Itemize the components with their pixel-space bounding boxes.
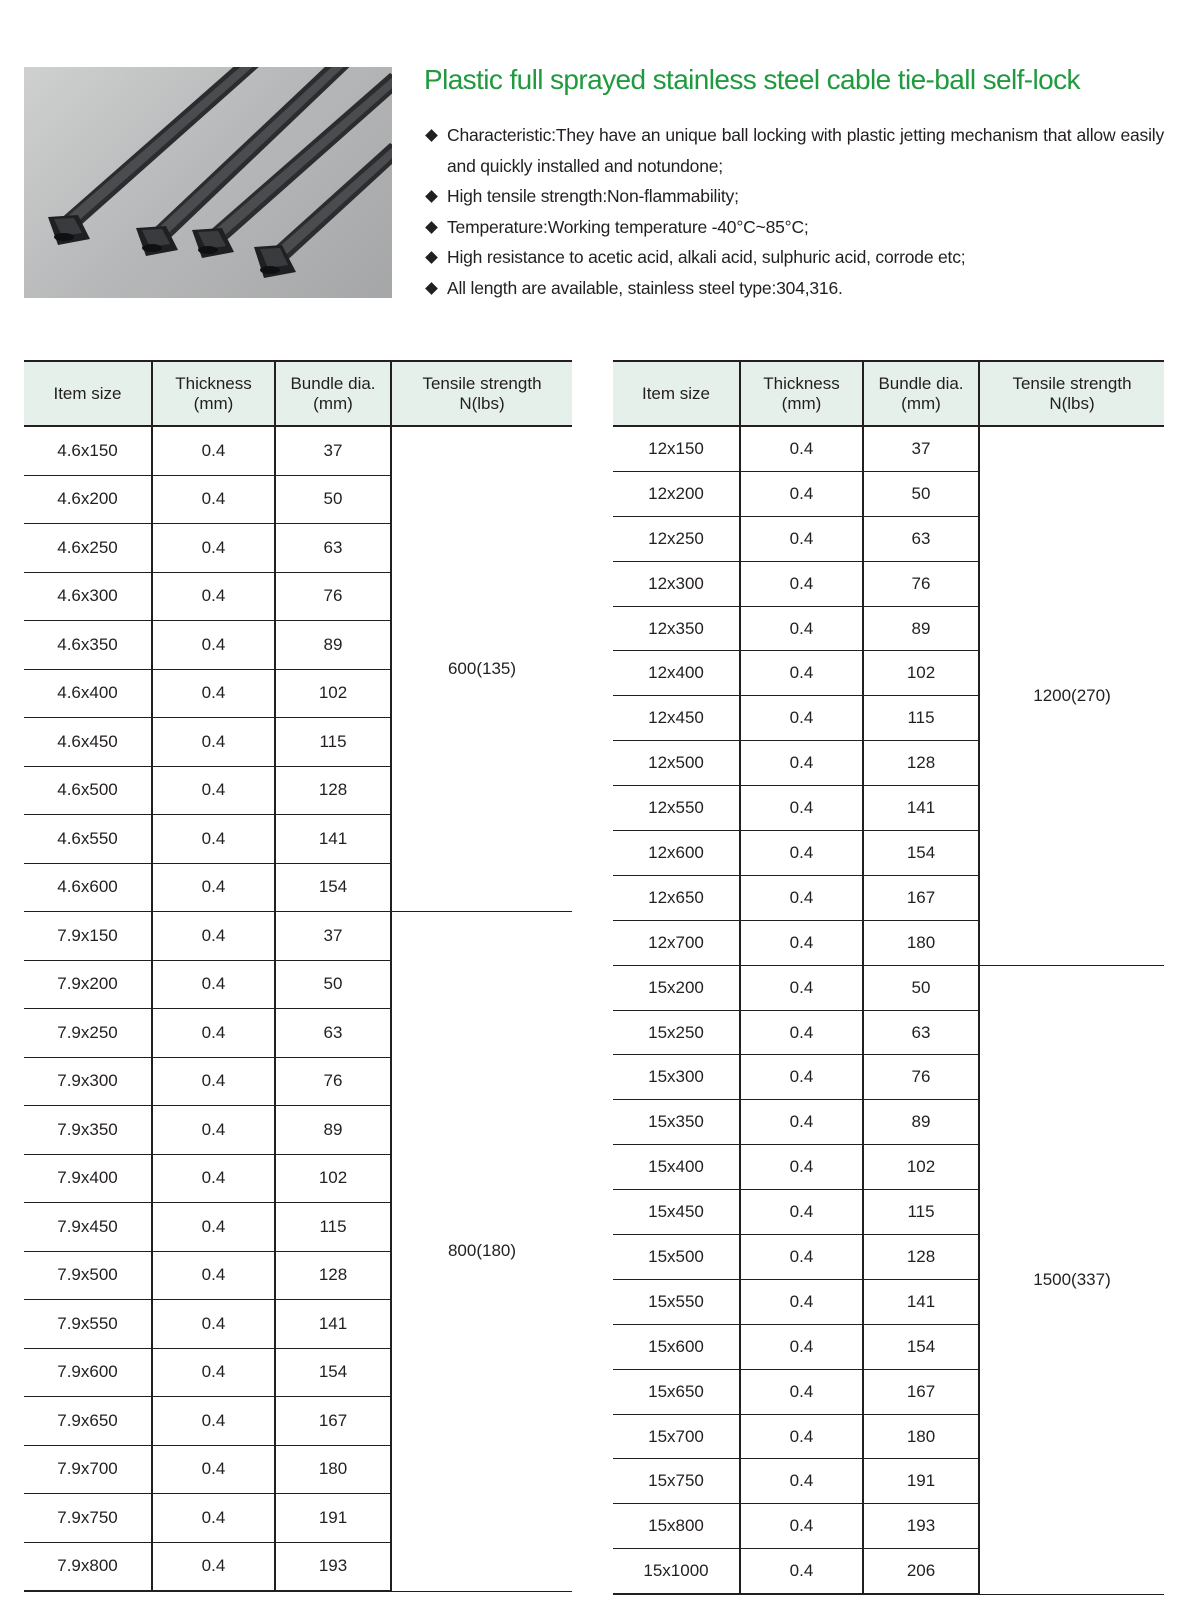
bundle-dia-cell: 37 [863,426,979,471]
thickness-cell: 0.4 [152,1154,275,1203]
bundle-dia-cell: 128 [863,741,979,786]
thickness-cell: 0.4 [740,1459,863,1504]
item-size-cell: 15x600 [613,1324,740,1369]
item-size-cell: 15x800 [613,1504,740,1549]
bundle-dia-cell: 50 [275,960,391,1009]
bundle-dia-cell: 115 [863,1190,979,1235]
product-photo [24,67,392,298]
thickness-cell: 0.4 [152,815,275,864]
bundle-dia-cell: 191 [863,1459,979,1504]
bundle-dia-cell: 154 [863,1324,979,1369]
bundle-dia-cell: 63 [275,1009,391,1058]
table-header-row [613,361,1164,426]
bundle-dia-cell: 128 [863,1235,979,1280]
thickness-cell: 0.4 [740,786,863,831]
bundle-dia-cell: 115 [275,1203,391,1252]
thickness-cell: 0.4 [740,1055,863,1100]
spec-table-right [613,360,1164,1595]
item-size-cell: 15x200 [613,965,740,1010]
thickness-cell: 0.4 [152,1348,275,1397]
thickness-cell: 0.4 [152,1300,275,1349]
item-size-cell: 7.9x300 [24,1057,152,1106]
tensile-strength-cell: 800(180) [391,912,572,1592]
thickness-cell: 0.4 [152,1203,275,1252]
bundle-dia-cell: 180 [863,920,979,965]
feature-item [424,120,1164,181]
item-size-cell: 15x300 [613,1055,740,1100]
thickness-cell: 0.4 [152,863,275,912]
item-size-cell: 15x400 [613,1145,740,1190]
bundle-dia-cell: 154 [275,863,391,912]
thickness-cell: 0.4 [152,1445,275,1494]
cable-tie-2 [136,67,360,256]
column-header-tensile-strength: Tensile strength N(lbs) [391,361,572,426]
item-size-cell: 15x350 [613,1100,740,1145]
item-size-cell: 4.6x250 [24,524,152,573]
item-size-cell: 4.6x550 [24,815,152,864]
bundle-dia-cell: 167 [275,1397,391,1446]
item-size-cell: 7.9x650 [24,1397,152,1446]
item-size-cell: 15x250 [613,1010,740,1055]
bundle-dia-cell: 206 [863,1549,979,1594]
thickness-cell: 0.4 [740,1549,863,1594]
diamond-bullet-icon [425,282,438,295]
feature-text: Temperature:Working temperature -40°C~85°C; [447,216,809,237]
item-size-cell: 7.9x400 [24,1154,152,1203]
item-size-cell: 7.9x800 [24,1542,152,1591]
column-header-bundle-dia: Bundle dia. (mm) [863,361,979,426]
bundle-dia-cell: 63 [863,1010,979,1055]
item-size-cell: 15x550 [613,1279,740,1324]
bundle-dia-cell: 193 [275,1542,391,1591]
item-size-cell: 4.6x150 [24,426,152,475]
column-header-bundle-dia: Bundle dia. (mm) [275,361,391,426]
item-size-cell: 12x300 [613,561,740,606]
tensile-strength-cell: 1200(270) [979,426,1164,965]
item-size-cell: 7.9x350 [24,1106,152,1155]
item-size-cell: 4.6x300 [24,572,152,621]
thickness-cell: 0.4 [740,831,863,876]
bundle-dia-cell: 128 [275,1251,391,1300]
thickness-cell: 0.4 [740,561,863,606]
thickness-cell: 0.4 [740,1235,863,1280]
feature-item [424,273,1164,304]
feature-text: High tensile strength:Non-flammability; [447,186,739,207]
item-size-cell: 7.9x150 [24,912,152,961]
thickness-cell: 0.4 [152,1106,275,1155]
thickness-cell: 0.4 [152,718,275,767]
thickness-cell: 0.4 [152,1009,275,1058]
thickness-cell: 0.4 [740,1369,863,1414]
item-size-cell: 12x700 [613,920,740,965]
thickness-cell: 0.4 [740,965,863,1010]
column-header-thickness: Thickness (mm) [740,361,863,426]
thickness-cell: 0.4 [740,696,863,741]
feature-item [424,181,1164,212]
thickness-cell: 0.4 [740,1100,863,1145]
item-size-cell: 7.9x200 [24,960,152,1009]
item-size-cell: 15x500 [613,1235,740,1280]
thickness-cell: 0.4 [740,920,863,965]
item-size-cell: 12x550 [613,786,740,831]
table-row [24,912,572,961]
feature-text: High resistance to acetic acid, alkali acid, sulphuric acid, corrode etc; [447,247,966,268]
column-header-tensile-strength: Tensile strength N(lbs) [979,361,1164,426]
bundle-dia-cell: 76 [275,1057,391,1106]
thickness-cell: 0.4 [152,524,275,573]
bundle-dia-cell: 89 [863,1100,979,1145]
table-row [613,965,1164,1010]
bundle-dia-cell: 102 [863,1145,979,1190]
thickness-cell: 0.4 [152,1251,275,1300]
bundle-dia-cell: 141 [275,1300,391,1349]
item-size-cell: 12x150 [613,426,740,471]
thickness-cell: 0.4 [152,572,275,621]
diamond-bullet-icon [425,129,438,142]
bundle-dia-cell: 50 [863,471,979,516]
thickness-cell: 0.4 [152,669,275,718]
bundle-dia-cell: 167 [863,1369,979,1414]
thickness-cell: 0.4 [152,426,275,475]
thickness-cell: 0.4 [152,912,275,961]
tensile-strength-cell: 1500(337) [979,965,1164,1594]
feature-item [424,212,1164,243]
table-header-row [24,361,572,426]
bundle-dia-cell: 128 [275,766,391,815]
item-size-cell: 4.6x600 [24,863,152,912]
thickness-cell: 0.4 [152,766,275,815]
bundle-dia-cell: 115 [275,718,391,767]
bundle-dia-cell: 141 [863,786,979,831]
bundle-dia-cell: 89 [863,606,979,651]
diamond-bullet-icon [425,252,438,265]
bundle-dia-cell: 89 [275,621,391,670]
bundle-dia-cell: 102 [275,1154,391,1203]
spec-table-left [24,360,572,1592]
item-size-cell: 7.9x750 [24,1494,152,1543]
bundle-dia-cell: 141 [275,815,391,864]
item-size-cell: 7.9x700 [24,1445,152,1494]
bundle-dia-cell: 180 [275,1445,391,1494]
diamond-bullet-icon [425,190,438,203]
item-size-cell: 4.6x450 [24,718,152,767]
thickness-cell: 0.4 [740,471,863,516]
bundle-dia-cell: 50 [863,965,979,1010]
bundle-dia-cell: 37 [275,912,391,961]
item-size-cell: 7.9x550 [24,1300,152,1349]
thickness-cell: 0.4 [740,1145,863,1190]
bundle-dia-cell: 37 [275,426,391,475]
table-row [24,426,572,475]
feature-list [424,120,1164,304]
thickness-cell: 0.4 [152,1494,275,1543]
bundle-dia-cell: 154 [863,831,979,876]
thickness-cell: 0.4 [740,606,863,651]
bundle-dia-cell: 180 [863,1414,979,1459]
item-size-cell: 12x500 [613,741,740,786]
item-size-cell: 4.6x200 [24,475,152,524]
item-size-cell: 12x350 [613,606,740,651]
bundle-dia-cell: 63 [275,524,391,573]
thickness-cell: 0.4 [740,1504,863,1549]
item-size-cell: 7.9x500 [24,1251,152,1300]
item-size-cell: 4.6x500 [24,766,152,815]
item-size-cell: 7.9x600 [24,1348,152,1397]
item-size-cell: 12x450 [613,696,740,741]
thickness-cell: 0.4 [740,516,863,561]
bundle-dia-cell: 193 [863,1504,979,1549]
thickness-cell: 0.4 [740,426,863,471]
feature-text: All length are available, stainless steel type:304,316. [447,277,843,298]
bundle-dia-cell: 76 [863,561,979,606]
item-size-cell: 12x250 [613,516,740,561]
thickness-cell: 0.4 [740,1324,863,1369]
column-header-item-size: Item size [613,361,740,426]
cable-ties-illustration [24,67,392,298]
spec-table-left-body [24,426,572,1591]
item-size-cell: 4.6x400 [24,669,152,718]
thickness-cell: 0.4 [740,875,863,920]
bundle-dia-cell: 50 [275,475,391,524]
item-size-cell: 12x600 [613,831,740,876]
bundle-dia-cell: 141 [863,1279,979,1324]
bundle-dia-cell: 76 [863,1055,979,1100]
bundle-dia-cell: 76 [275,572,391,621]
thickness-cell: 0.4 [740,1010,863,1055]
item-size-cell: 7.9x450 [24,1203,152,1252]
item-size-cell: 15x700 [613,1414,740,1459]
thickness-cell: 0.4 [152,1057,275,1106]
item-size-cell: 15x450 [613,1190,740,1235]
item-size-cell: 4.6x350 [24,621,152,670]
bundle-dia-cell: 102 [275,669,391,718]
thickness-cell: 0.4 [152,960,275,1009]
item-size-cell: 15x650 [613,1369,740,1414]
bundle-dia-cell: 89 [275,1106,391,1155]
bundle-dia-cell: 154 [275,1348,391,1397]
bundle-dia-cell: 115 [863,696,979,741]
cable-tie-4 [254,143,392,278]
column-header-thickness: Thickness (mm) [152,361,275,426]
item-size-cell: 15x1000 [613,1549,740,1594]
bundle-dia-cell: 191 [275,1494,391,1543]
thickness-cell: 0.4 [740,651,863,696]
column-header-item-size: Item size [24,361,152,426]
spec-table-right-body [613,426,1164,1594]
product-title: Plastic full sprayed stainless steel cable tie-ball self-lock [424,64,1080,95]
item-size-cell: 7.9x250 [24,1009,152,1058]
bundle-dia-cell: 63 [863,516,979,561]
diamond-bullet-icon [425,221,438,234]
thickness-cell: 0.4 [740,1279,863,1324]
thickness-cell: 0.4 [152,621,275,670]
item-size-cell: 12x200 [613,471,740,516]
bundle-dia-cell: 167 [863,875,979,920]
item-size-cell: 12x400 [613,651,740,696]
item-size-cell: 15x750 [613,1459,740,1504]
feature-text: Characteristic:They have an unique ball locking with plastic jetting mechanism that allow easily and quickly installed and notundone; [447,125,1164,176]
item-size-cell: 12x650 [613,875,740,920]
bundle-dia-cell: 102 [863,651,979,696]
thickness-cell: 0.4 [740,1190,863,1235]
tensile-strength-cell: 600(135) [391,426,572,912]
thickness-cell: 0.4 [740,741,863,786]
table-row [613,426,1164,471]
thickness-cell: 0.4 [152,1542,275,1591]
thickness-cell: 0.4 [152,1397,275,1446]
thickness-cell: 0.4 [152,475,275,524]
thickness-cell: 0.4 [740,1414,863,1459]
feature-item [424,242,1164,273]
